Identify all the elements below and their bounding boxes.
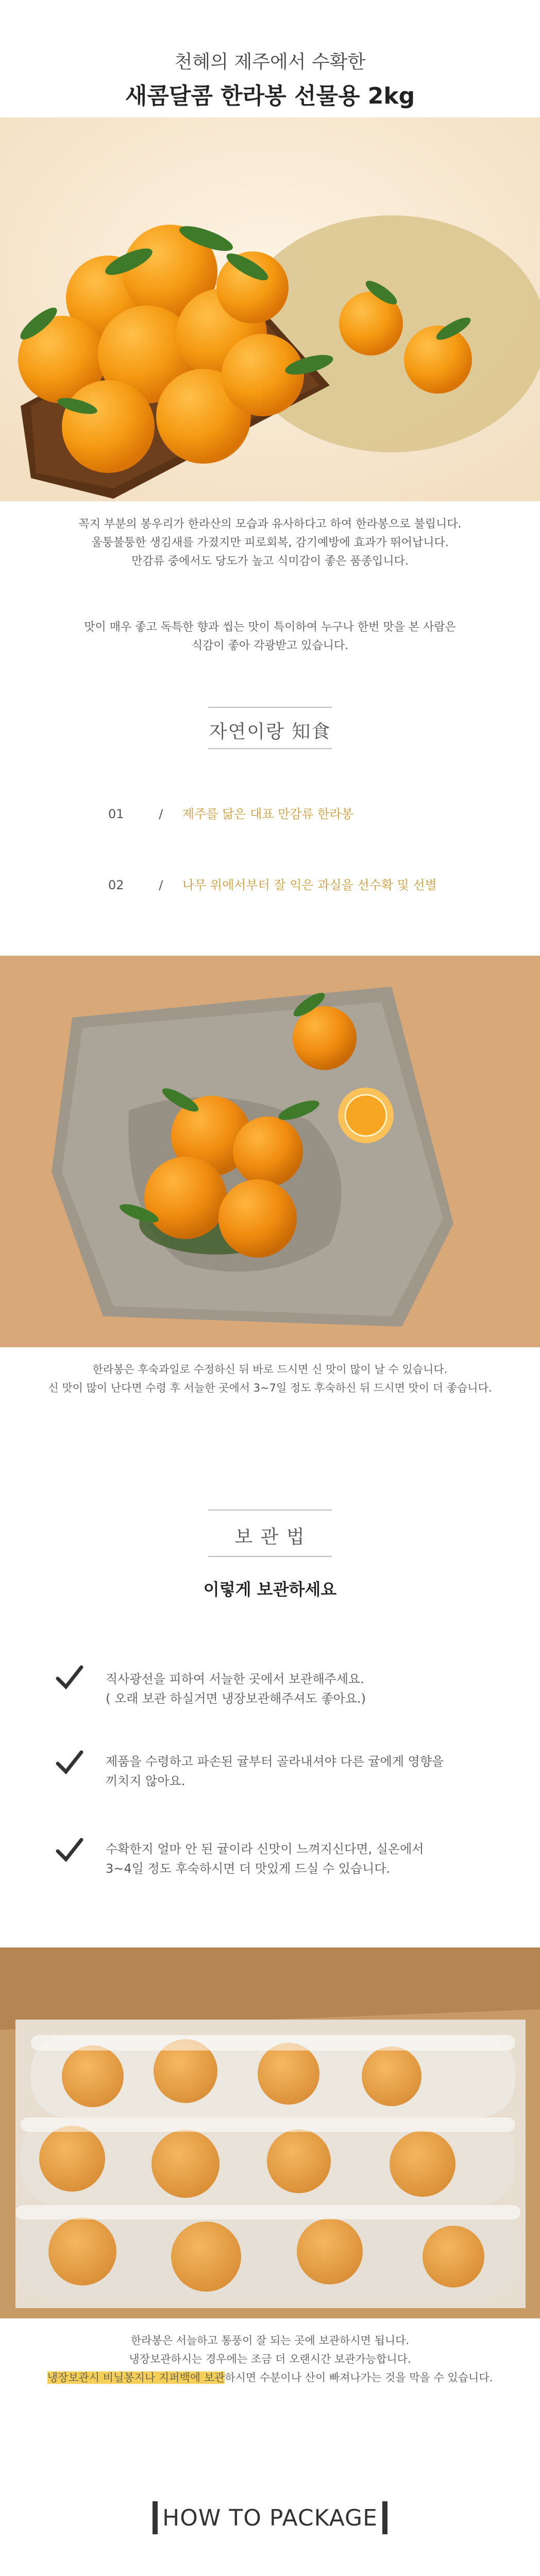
intro-line: 만감류 중에서도 당도가 높고 식미감이 좋은 품종입니다. [131, 555, 409, 568]
intro-line: 꼭지 부분의 봉우리가 한라산의 모습과 유사하다고 하여 한라봉으로 불립니다. [78, 518, 462, 531]
page-title: 새콤달콤 한라봉 선물용 2kg [125, 83, 415, 109]
knowledge-heading: 자연이랑 知食 [209, 721, 331, 742]
hero-photo [0, 117, 540, 501]
storage-note-line: 냉장보관하시는 경우에는 조금 더 오랜시간 보관가능합니다. [129, 2353, 411, 2365]
box-photo [0, 1947, 540, 2318]
storage-tip-2 [106, 1752, 444, 1791]
tip-line: 수확한지 얼마 안 된 귤이라 신맛이 느껴지신다면, 실온에서 [106, 1842, 424, 1856]
intro-line: 식감이 좋아 각광받고 있습니다. [191, 639, 349, 652]
intro-line: 맛이 매우 좋고 독특한 향과 씹는 맛이 특이하여 누구나 한번 맛을 본 사람은 [84, 621, 456, 634]
tip-line: ( 오래 보관 하실거면 냉장보관해주셔도 좋아요.) [106, 1691, 366, 1706]
highlighted-text: 냉장보관시 비닐봉지나 지퍼백에 보관 [47, 2371, 225, 2384]
storage-note [0, 2331, 540, 2387]
item-separator: / [159, 807, 163, 821]
tip-line: 직사광선을 피하여 서늘한 곳에서 보관해주세요. [106, 1672, 364, 1686]
tip-line: 끼치지 않아요. [106, 1774, 185, 1788]
storage-note-rest: 하시면 수분이나 산이 빠져나가는 것을 막을 수 있습니다. [225, 2371, 493, 2384]
check-icon [56, 1664, 83, 1692]
tip-line: 3~4일 정도 후숙하시면 더 맛있게 드실 수 있습니다. [106, 1861, 391, 1876]
storage-tip-1 [106, 1669, 366, 1708]
cloth-photo [0, 956, 540, 1347]
storage-tip-3 [106, 1839, 424, 1878]
knowledge-item-1 [108, 804, 353, 822]
intro-paragraph-1 [0, 515, 540, 571]
check-icon [56, 1837, 83, 1865]
ripening-text [0, 1360, 540, 1397]
ripening-line: 신 맛이 많이 난다면 수령 후 서늘한 곳에서 3~7일 정도 후숙하신 뒤 드시면 맛이 더 좋습니다. [48, 1382, 492, 1394]
package-bar-right [382, 2501, 387, 2534]
section-rule-bottom [208, 748, 332, 749]
check-icon [56, 1749, 83, 1777]
item-number: 01 [108, 807, 124, 821]
intro-line: 울퉁불퉁한 생김새를 가졌지만 피로회복, 감기예방에 효과가 뛰어납니다. [91, 536, 449, 549]
knowledge-item-2 [108, 875, 437, 893]
storage-note-line: 한라봉은 서늘하고 통풍이 잘 되는 곳에 보관하시면 됩니다. [130, 2334, 410, 2347]
item-separator: / [159, 878, 163, 892]
tip-line: 제품을 수령하고 파손된 귤부터 골라내셔야 다른 귤에게 영향을 [106, 1754, 444, 1769]
storage-rule-top [208, 1510, 332, 1511]
item-number: 02 [108, 878, 124, 892]
storage-heading: 보 관 법 [234, 1527, 306, 1548]
storage-rule-bottom [208, 1556, 332, 1557]
storage-subheading: 이렇게 보관하세요 [203, 1580, 337, 1599]
intro-paragraph-2 [0, 618, 540, 655]
section-rule-top [208, 707, 332, 708]
item-text: 나무 위에서부터 잘 익은 과실을 선수확 및 선별 [182, 878, 437, 892]
package-heading: HOW TO PACKAGE [162, 2505, 378, 2531]
ripening-line: 한라봉은 후숙과일로 수정하신 뒤 바로 드시면 신 맛이 많이 날 수 있습니다. [92, 1363, 448, 1376]
storage-note-line [0, 2368, 540, 2387]
header-subtitle: 천혜의 제주에서 수확한 [174, 52, 366, 73]
item-text: 제주를 닮은 대표 만감류 한라봉 [182, 807, 353, 821]
